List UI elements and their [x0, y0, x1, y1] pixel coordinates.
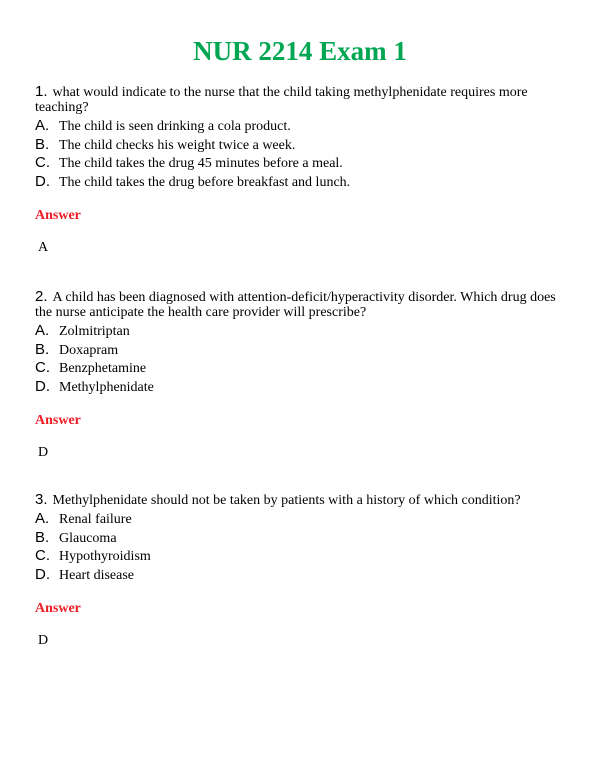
question-number: 2. — [35, 288, 48, 305]
option-text: The child takes the drug before breakfast and lunch. — [59, 174, 351, 190]
option-text: Methylphenidate — [59, 379, 154, 395]
option-a — [35, 117, 570, 136]
answer-value: D — [38, 445, 49, 460]
option-b — [35, 341, 570, 360]
answer-value: A — [38, 240, 49, 255]
option-text: Zolmitriptan — [59, 324, 130, 339]
option-letter: A. — [35, 322, 50, 339]
question-text: what would indicate to the nurse that the child taking methylphenidate requires more teaching? — [35, 85, 528, 115]
option-text: The child checks his weight twice a week. — [59, 137, 296, 153]
question-stem — [35, 289, 570, 320]
question-stem — [35, 84, 570, 115]
document-title: NUR 2214 Exam 1 — [193, 36, 407, 66]
answer-label: Answer — [35, 601, 81, 616]
option-letter: D. — [35, 377, 50, 395]
option-letter: A. — [35, 117, 50, 134]
option-d — [35, 378, 570, 397]
option-letter: C. — [35, 359, 50, 376]
option-letter: B. — [35, 135, 50, 153]
option-text: Benzphetamine — [59, 361, 147, 376]
answer-label: Answer — [35, 208, 81, 223]
option-text: The child takes the drug 45 minutes before a meal. — [59, 156, 343, 171]
option-c — [35, 359, 570, 378]
question-1 — [35, 84, 570, 256]
question-text: Methylphenidate should not be taken by patients with a history of which condition? — [52, 493, 521, 508]
question-stem — [35, 492, 570, 508]
option-text: Hypothyroidism — [59, 549, 151, 564]
option-letter: D. — [35, 172, 50, 190]
option-b — [35, 529, 570, 548]
option-d — [35, 566, 570, 585]
question-number: 3. — [35, 491, 48, 508]
option-text: Renal failure — [59, 512, 132, 527]
option-letter: D. — [35, 565, 50, 583]
option-letter: A. — [35, 510, 50, 527]
option-letter: B. — [35, 528, 50, 546]
option-c — [35, 547, 570, 566]
answer-label: Answer — [35, 413, 81, 428]
option-a — [35, 510, 570, 529]
question-3 — [35, 492, 570, 649]
option-a — [35, 322, 570, 341]
question-number: 1. — [35, 83, 48, 100]
option-text: Glaucoma — [59, 530, 117, 546]
question-2 — [35, 289, 570, 461]
option-d — [35, 173, 570, 192]
question-text: A child has been diagnosed with attention-deficit/hyperactivity disorder. Which drug does the nurse anticipate the health care provider will prescribe? — [35, 290, 556, 320]
option-letter: C. — [35, 547, 50, 564]
option-letter: C. — [35, 154, 50, 171]
option-text: Heart disease — [59, 567, 135, 583]
option-text: Doxapram — [59, 342, 119, 358]
answer-value: D — [38, 633, 49, 648]
option-letter: B. — [35, 340, 50, 358]
option-text: The child is seen drinking a cola product. — [59, 119, 291, 134]
option-b — [35, 136, 570, 155]
option-c — [35, 154, 570, 173]
